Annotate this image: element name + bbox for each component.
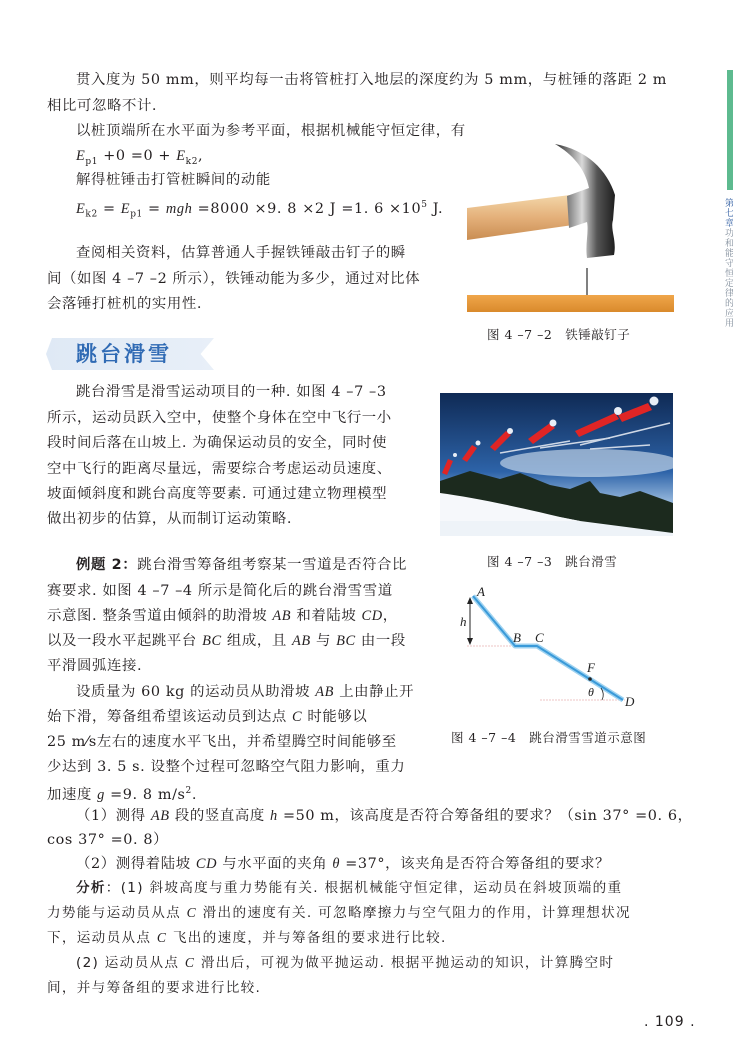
example-text: .: [191, 786, 198, 803]
example-line-1: [76, 555, 407, 575]
example-text: ，: [382, 608, 398, 624]
question-1-line-2: cos 37° =0. 8）: [47, 832, 169, 848]
intro-line-1: 贯入度为 50 mm，则平均每一击将管桩打入地层的深度约为 5 mm，与桩锤的落距 2 m: [76, 72, 668, 88]
activity-line-3: 会落锤打桩机的实用性.: [47, 296, 203, 312]
chapter-number: 第七章: [723, 198, 733, 228]
ski-intro-line-1: 跳台滑雪是滑雪运动项目的一种. 如图 4 –7 –3: [76, 384, 387, 400]
analysis-text: (2) 运动员从点: [76, 955, 185, 971]
figure-caption-4-7-4: 图 4 –7 –4 跳台滑雪雪道示意图: [451, 730, 647, 745]
ski-intro-line-3: 段时间后落在山坡上. 为确保运动员的安全，同时使: [47, 435, 388, 451]
ski-slope-diagram: [455, 582, 655, 712]
question-2: [76, 854, 610, 874]
analysis-line-5: 间，并与筹备组的要求进行比较.: [47, 980, 262, 996]
activity-line-1: 查阅相关资料，估算普通人手握铁锤敲击钉子的瞬: [76, 245, 406, 261]
point-b-label: B: [513, 630, 521, 645]
analysis-text: 下，运动员从点: [47, 930, 157, 946]
example-text: 跳台滑雪筹备组考察某一雪道是否符合比: [137, 557, 408, 573]
question-1-line-1: [76, 806, 693, 826]
math-symbol: BC: [202, 633, 222, 649]
analysis-line-1: [76, 878, 622, 898]
example-line-10: [47, 781, 197, 805]
math-symbol: C: [184, 955, 196, 970]
chapter-title: 功和能守恒定律的应用: [723, 228, 733, 328]
point-d-label: D: [625, 694, 635, 709]
eq-symbol: E: [176, 148, 186, 164]
analysis-text: 力势能与运动员从点: [47, 905, 187, 921]
intro-line-2: 相比可忽略不计.: [47, 98, 158, 114]
angle-theta-label: θ: [588, 685, 594, 699]
equation-2: [76, 195, 443, 225]
question-text: =37°，该夹角是否符合筹备组的要求？: [340, 856, 611, 872]
analysis-text: ：(1) 斜坡高度与重力势能有关. 根据机械能守恒定律，运动员在斜坡顶端的重: [105, 880, 623, 896]
page-number: . 109 .: [644, 1014, 696, 1030]
ski-jump-sequence-image: [440, 393, 673, 536]
section-title: 跳台滑雪: [76, 342, 172, 366]
chapter-side-tab: [727, 70, 733, 190]
math-symbol: g: [97, 786, 105, 803]
example-text: 上由静止开: [334, 684, 415, 700]
example-line-6: [76, 682, 414, 702]
math-symbol: C: [186, 905, 198, 920]
example-text: 时能够以: [302, 709, 368, 725]
example-line-7: [47, 707, 367, 727]
example-text: 与: [310, 633, 337, 649]
question-text: =50 m，该高度是否符合筹备组的要求？（sin 37° =0. 6，: [277, 808, 693, 824]
example-text: 由一段: [355, 633, 406, 649]
eq-text: =: [142, 200, 166, 217]
eq-text: =8000 ×9. 8 ×2 J =1. 6 ×10: [192, 200, 422, 217]
math-symbol: AB: [150, 808, 170, 824]
math-symbol: CD: [361, 608, 383, 624]
eq-text: +0 =0 +: [98, 148, 177, 164]
ski-slope-schematic: [455, 582, 655, 712]
intro-line-5: 解得桩锤击打管桩瞬间的动能: [76, 172, 271, 188]
analysis-line-2: [47, 903, 631, 923]
ski-intro-line-2: 所示，运动员跃入空中，使整个身体在空中飞行一小: [47, 410, 392, 426]
question-text: 段的竖直高度: [169, 808, 270, 824]
ski-intro-line-5: 坡面倾斜度和跳台高度等要素. 可通过建立物理模型: [47, 486, 388, 502]
math-symbol: BC: [336, 633, 356, 649]
math-symbol: C: [156, 930, 168, 945]
point-a-label: A: [477, 584, 485, 599]
math-symbol: AB: [272, 608, 292, 624]
example-text: 组成，且: [221, 633, 292, 649]
math-symbol: AB: [292, 633, 311, 649]
analysis-text: 滑出的速度有关. 可忽略摩擦力与空气阻力的作用，计算理想状况: [197, 905, 631, 921]
eq-symbol: E: [76, 200, 86, 217]
analysis-label: 分析: [76, 880, 106, 896]
analysis-line-3: [47, 928, 447, 948]
ski-intro-line-6: 做出初步的估算，从而制订运动策略.: [47, 511, 293, 527]
math-symbol: h: [269, 808, 278, 824]
eq-text: =: [97, 200, 121, 217]
eq-symbol: E: [76, 148, 86, 164]
point-c-label: C: [535, 630, 544, 645]
point-f-label: F: [587, 660, 595, 675]
eq-exponent: 5: [421, 200, 428, 210]
activity-line-2: 间（如图 4 –7 –2 所示），铁锤动能为多少，通过对比体: [47, 271, 421, 287]
eq-subscript: k2: [85, 209, 98, 220]
example-line-2: 赛要求. 如图 4 –7 –4 所示是简化后的跳台滑雪雪道: [47, 583, 393, 599]
example-text: 设质量为 60 kg 的运动员从助滑坡: [76, 684, 316, 700]
example-text: 以及一段水平起跳平台: [47, 633, 203, 649]
intro-line-3: 以桩顶端所在水平面为参考平面，根据机械能守恒定律，有: [76, 123, 466, 139]
eq-subscript: p1: [85, 156, 99, 167]
question-text: （2）测得着陆坡: [76, 856, 196, 872]
example-label: 例题 2：: [76, 557, 138, 573]
math-symbol: θ: [332, 856, 341, 872]
exponent: 2: [185, 786, 192, 796]
example-line-3: [47, 606, 398, 626]
eq-subscript: p1: [130, 209, 143, 220]
math-symbol: AB: [315, 684, 335, 700]
eq-text: ,: [198, 148, 204, 164]
eq-subscript: k2: [185, 156, 199, 167]
eq-symbol: E: [120, 200, 131, 217]
eq-symbol: mgh: [165, 200, 193, 217]
example-text: 始下滑，筹备组希望该运动员到达点: [47, 709, 293, 725]
example-line-4: [47, 631, 406, 651]
figure-caption-4-7-3: 图 4 –7 –3 跳台滑雪: [487, 554, 618, 569]
example-text: =9. 8 m/s: [104, 786, 186, 803]
example-line-9: 少达到 3. 5 s. 设整个过程可忽略空气阻力影响，重力: [47, 759, 406, 775]
eq-text: J.: [427, 200, 444, 217]
height-h-label: h: [460, 614, 467, 629]
math-symbol: C: [292, 709, 303, 725]
analysis-line-4: [76, 953, 614, 973]
ski-intro-line-4: 空中飞行的距离尽量远，需要综合考虑运动员速度、: [47, 461, 392, 477]
hammer-figure: [467, 140, 674, 312]
analysis-text: 滑出后，可视为做平抛运动. 根据平抛运动的知识，计算腾空时: [195, 955, 615, 971]
question-text: 与水平面的夹角: [217, 856, 333, 872]
example-line-5: 平滑圆弧连接.: [47, 658, 143, 674]
figure-caption-4-7-2: 图 4 –7 –2 铁锤敲钉子: [487, 327, 631, 342]
analysis-text: 飞出的速度，并与筹备组的要求进行比较.: [167, 930, 447, 946]
example-text: 示意图. 整条雪道由倾斜的助滑坡: [47, 608, 273, 624]
example-text: 加速度: [47, 786, 98, 803]
example-text: 和着陆坡: [291, 608, 362, 624]
equation-1: [76, 146, 203, 172]
question-text: （1）测得: [76, 808, 151, 824]
hammer-nail-illustration: [467, 140, 674, 312]
ski-jump-photo: [440, 393, 673, 536]
math-symbol: CD: [195, 856, 218, 872]
example-line-8: 25 m⁄s左右的速度水平飞出，并希望腾空时间能够至: [47, 734, 397, 750]
chapter-side-tab-text: [723, 198, 733, 328]
